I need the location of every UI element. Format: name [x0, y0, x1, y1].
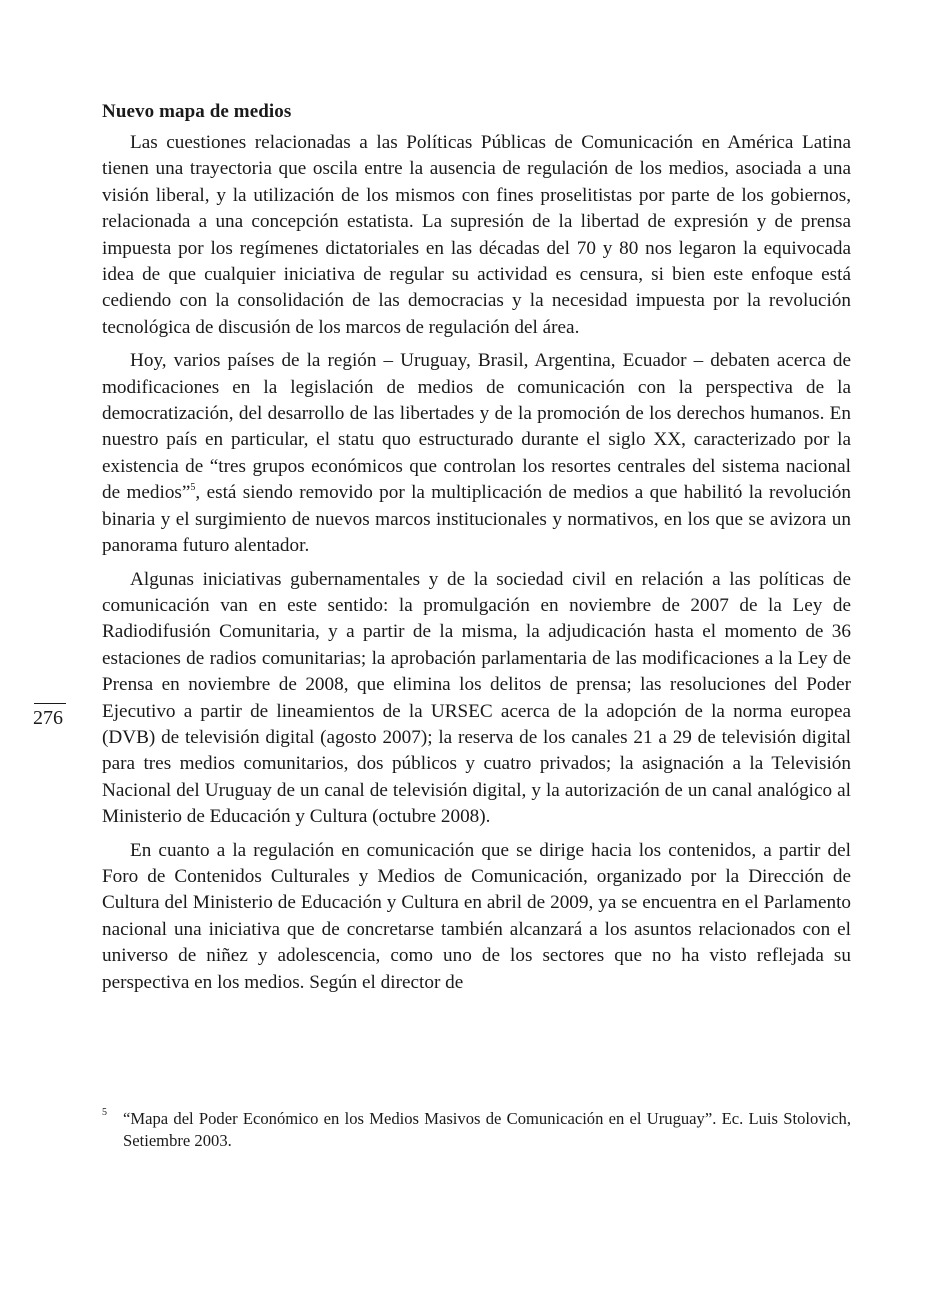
footnote-marker: 5	[102, 1107, 107, 1118]
footnote-text: “Mapa del Poder Económico en los Medios Masivos de Comunicación en el Uruguay”. Ec. Luis Stolovich, Setiembre 2003.	[123, 1109, 851, 1150]
footnote-reference: 5	[190, 482, 196, 494]
body-text	[102, 130, 851, 1003]
paragraph-3: Algunas iniciativas gubernamentales y de la sociedad civil en relación a las políticas de comunicación van en este sentido: la promulgación en noviembre de 2007 de la Ley de Radiodifusión Comunitaria, y a partir de la misma, la adjudicación hasta el momento de 36 estaciones de radios comunitarias; la aprobación parlamentaria de las modificaciones a la Ley de Prensa en noviembre de 2008, que elimina los delitos de prensa; las resoluciones del Poder Ejecutivo a partir de lineamientos de la URSEC acerca de la adopción de la norma europea (DVB) de televisión digital (agosto 2007); la reserva de los canales 21 a 29 de televisión digital para tres medios comunitarios, dos públicos y cuatro privados; la asignación a la Televisión Nacional del Uruguay de un canal de televisión digital, y la autorización de un canal analógico al Ministerio de Educación y Cultura (octubre 2008).	[102, 568, 851, 828]
paragraph-2-text-a: Hoy, varios países de la región – Uruguay, Brasil, Argentina, Ecuador – debaten acerca de modificaciones en la legislación de medios de comunicación con la perspectiva de la democratización, del desarrollo de las libertades y de la promoción de los derechos humanos. En nuestro país en particular, el statu quo estructurado durante el siglo XX, caracterizado por la existencia de “tres grupos económicos que controlan los resortes centrales del sistema nacional de medios”	[102, 350, 851, 504]
paragraph-1: Las cuestiones relacionadas a las Políticas Públicas de Comunicación en América Latina tienen una trayectoria que oscila entre la ausencia de regulación de los medios, asociada a una visión liberal, y la utilización de los mismos con fines proselitistas por parte de los gobiernos, relacionada a una concepción estatista. La supresión de la libertad de expresión y de prensa impuesta por los regímenes dictatoriales en las décadas del 70 y 80 nos legaron la equivocada idea de que cualquier iniciativa de regular su actividad es censura, si bien este enfoque está cediendo con la consolidación de las democracias y la necesidad impuesta por la revolución tecnológica de discusión de los marcos de regulación del área.	[102, 132, 851, 338]
page-number-rule	[34, 703, 66, 704]
page-number: 276	[33, 707, 63, 729]
footnote	[102, 1108, 851, 1152]
paragraph-2	[102, 348, 851, 559]
section-heading: Nuevo mapa de medios	[102, 101, 292, 122]
paragraph-4: En cuanto a la regulación en comunicación que se dirige hacia los contenidos, a partir del Foro de Contenidos Culturales y Medios de Comunicación, organizado por la Dirección de Cultura del Ministerio de Educación y Cultura en abril de 2009, ya se encuentra en el Parlamento nacional una iniciativa que de concretarse también alcanzará a los asuntos relacionados con el universo de niñez y adolescencia, como uno de los sectores que no ha visto reflejada su perspectiva en los medios. Según el director de	[102, 839, 851, 993]
paragraph-2-text-b: , está siendo removido por la multiplicación de medios a que habilitó la revolución binaria y el surgimiento de nuevos marcos institucionales y normativos, en los que se avizora un panorama futuro alentador.	[102, 482, 851, 557]
